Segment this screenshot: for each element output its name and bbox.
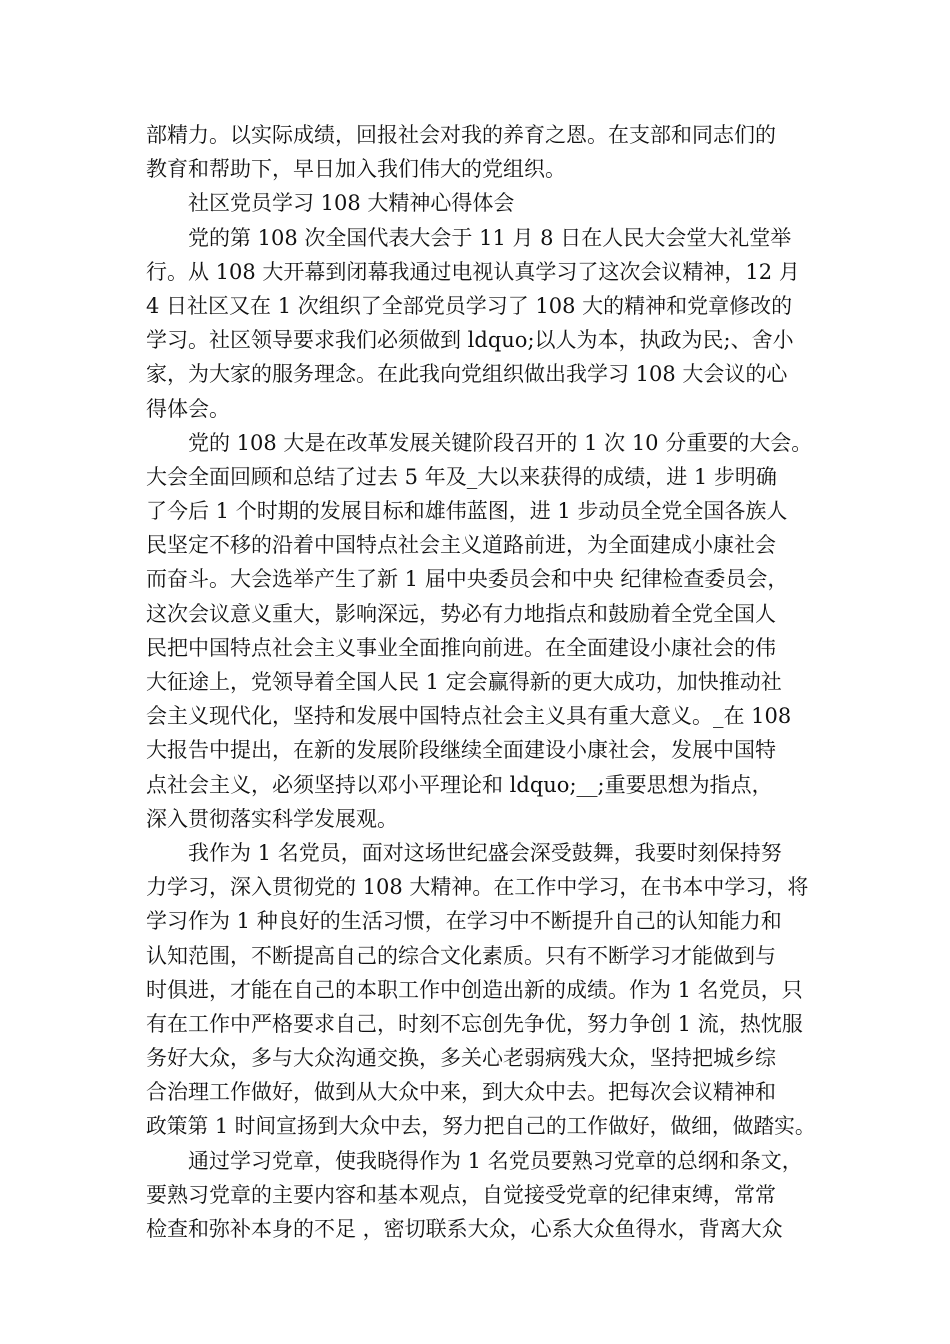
text-line: 这次会议意义重大，影响深远，势必有力地指点和鼓励着全党全国人 (146, 601, 776, 626)
text-line: 时俱进，才能在自己的本职工作中创造出新的成绩。作为 1 名党员，只 (146, 977, 803, 1002)
text-line: 力学习，深入贯彻党的 108 大精神。在工作中学习，在书本中学习，将 (146, 875, 809, 900)
text-line: 党的第 108 次全国代表大会于 11 月 8 日在人民大会堂大礼堂举 (188, 225, 792, 250)
text-line: 检查和弥补本身的不足 ，密切联系大众，心系大众鱼得水，背离大众 (146, 1217, 783, 1241)
text-line: 学习。社区领导要求我们必须做到 ldquo;以人为本，执政为民;、舍小 (146, 328, 794, 353)
text-line: 民把中国特点社会主义事业全面推向前进。在全面建设小康社会的伟 (146, 635, 776, 660)
text-line: 务好大众，多与大众沟通交换，多关心老弱病残大众，坚持把城乡综 (146, 1046, 776, 1071)
text-line: 认知范围，不断提高自己的综合文化素质。只有不断学习才能做到与 (146, 943, 776, 968)
text-line: 学习作为 1 种良好的生活习惯，在学习中不断提升自己的认知能力和 (146, 909, 782, 934)
text-line: 有在工作中严格要求自己，时刻不忘创先争优，努力争创 1 流，热忱服 (146, 1011, 803, 1036)
text-line: 深入贯彻落实科学发展观。 (146, 806, 398, 831)
text-line: 行。从 108 大开幕到闭幕我通过电视认真学习了这次会议精神，12 月 (146, 259, 800, 284)
text-line: 会主义现代化，坚持和发展中国特点社会主义具有重大意义。_在 108 (146, 704, 792, 729)
text-line: 了今后 1 个时期的发展目标和雄伟蓝图，进 1 步动员全党全国各族人 (146, 499, 788, 524)
text-line: 党的 108 大是在改革发展关键阶段召开的 1 次 10 分重要的大会。 (188, 430, 813, 455)
text-line: 大报告中提出，在新的发展阶段继续全面建设小康社会，发展中国特 (146, 738, 776, 763)
text-line: 大会全面回顾和总结了过去 5 年及_大以来获得的成绩，进 1 步明确 (146, 464, 777, 489)
text-line: 4 日社区又在 1 次组织了全部党员学习了 108 大的精神和党章修改的 (146, 293, 793, 318)
document-body-text (146, 118, 818, 1246)
text-line: 社区党员学习 108 大精神心得体会 (188, 191, 515, 216)
text-line: 部精力。以实际成绩，回报社会对我的养育之恩。在支部和同志们的 (146, 123, 776, 147)
text-line: 点社会主义，必须坚持以邓小平理论和 ldquo;__;重要思想为指点， (146, 772, 773, 797)
text-line: 要熟习党章的主要内容和基本观点，自觉接受党章的纪律束缚，常常 (146, 1182, 776, 1207)
text-line: 通过学习党章，使我晓得作为 1 名党员要熟习党章的总纲和条文， (188, 1148, 803, 1173)
text-line: 政策第 1 时间宣扬到大众中去，努力把自己的工作做好，做细，做踏实。 (146, 1114, 816, 1139)
text-line: 教育和帮助下，早日加入我们伟大的党组织。 (146, 157, 566, 182)
text-line: 而奋斗。大会选举产生了新 1 届中央委员会和中央 纪律检查委员会， (146, 567, 789, 592)
text-line: 家，为大家的服务理念。在此我向党组织做出我学习 108 大会议的心 (146, 362, 788, 387)
text-line: 合治理工作做好，做到从大众中来，到大众中去。把每次会议精神和 (146, 1080, 776, 1105)
text-line: 大征途上，党领导着全国人民 1 定会赢得新的更大成功，加快推动社 (146, 670, 782, 694)
text-line: 民坚定不移的沿着中国特点社会主义道路前进，为全面建成小康社会 (146, 533, 776, 558)
text-line: 我作为 1 名党员，面对这场世纪盛会深受鼓舞，我要时刻保持努 (188, 840, 782, 865)
text-line: 得体会。 (146, 396, 230, 421)
